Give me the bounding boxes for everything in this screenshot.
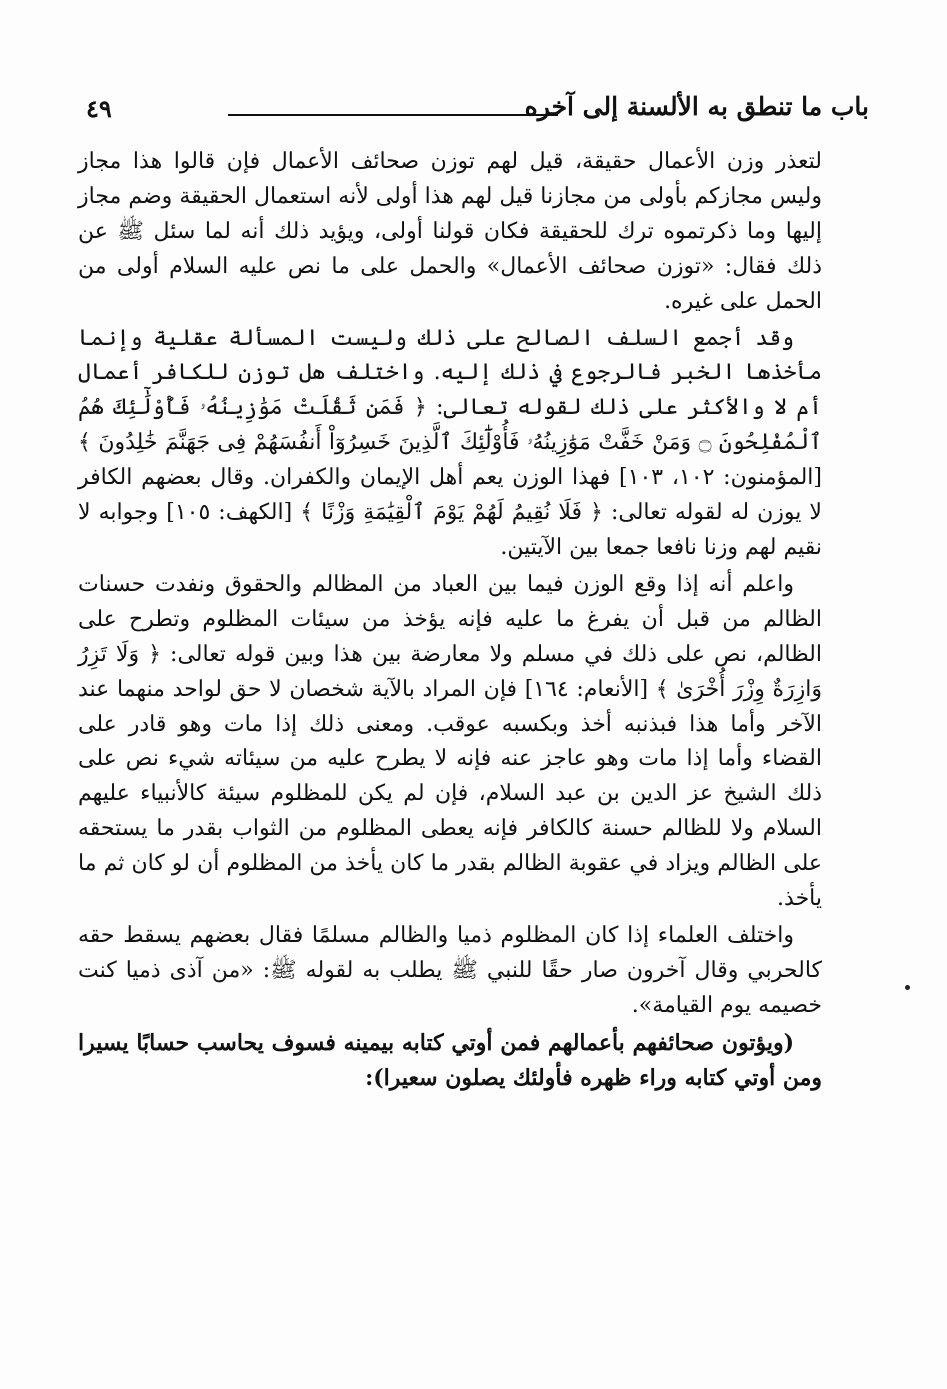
paragraph: واعلم أنه إذا وقع الوزن فيما بين العباد من المظالم والحقوق ونفدت حسنات الظالم من قبل أن يفرغ ما عليه فإنه يؤخذ من سيئات المظلوم وتطرح على الظالم، نص على ذلك في مسلم ولا معارضة بين هذا وبين قوله تعالى: ﴿ وَلَا تَزِرُ وَازِرَةٌ وِزْرَ أُخْرَىٰ ﴾ [الأنعام: ١٦٤] فإن المراد بالآية شخصان لا حق لواحد منهما عند الآخر وأما هذا فبذنبه أخذ وبكسبه عوقب. ومعنى ذلك إذا مات وهو قادر على القضاء وأما إذا مات وهو عاجز عنه فإنه لا يطرح عليه من سيئاته شيء نص على ذلك الشيخ عز الدين بن عبد السلام، فإن لم يكن للمظلوم سيئة كالأنبياء عليهم السلام ولا للظالم حسنة كالكافر فإنه يعطى المظلوم من الثواب بقدر ما يستحقه على الظالم ويزاد في عقوبة الظالم بقدر ما كان يأخذ من المظلوم أن لو كان ثم ما يأخذ. bbox=[78, 571, 822, 912]
chapter-title: باب ما تنطق به الألسنة إلى آخره bbox=[524, 92, 869, 121]
margin-dot bbox=[905, 985, 910, 990]
paragraph: لتعذر وزن الأعمال حقيقة، قيل لهم توزن صحائف الأعمال فإن قالوا هذا مجاز وليس مجازكم بأولى من مجازنا قيل لهم هذا أولى لأنه استعمال الحقيقة وضم مجاز إليها وما ذكرتموه ترك للحقيقة فكان قولنا أولى، ويؤيد ذلك أنه لما سئل ﷺ عن ذلك فقال: «توزن صحائف الأعمال» والحمل على ما نص عليه السلام أولى من الحمل على غيره. bbox=[78, 149, 822, 314]
paragraph: وقد أجمع السلف الصالح على ذلك وليست المسألة عقلية وإنما مأخذها الخبر فالرجوع في ذلك إليه. واختلف هل توزن للكافر أعمال أم لا والأكثر على ذلك لقوله تعالى: ﴿ فَمَن ثَقُلَتْ مَوَٰزِينُهُۥ فَأُوْلَٰٓئِكَ هُمُ ٱلْمُفْلِحُونَ ۝ وَمَنْ خَفَّتْ مَوَٰزِينُهُۥ فَأُوْلَٰٓئِكَ ٱلَّذِينَ خَسِرُوٓاْ أَنفُسَهُمْ فِى جَهَنَّمَ خَٰلِدُونَ ﴾ [المؤمنون: ١٠٢، ١٠٣] فهذا الوزن يعم أهل الإيمان والكفران. وقال بعضهم الكافر لا يوزن له لقوله تعالى: ﴿ فَلَا نُقِيمُ لَهُمْ يَوْمَ ٱلْقِيَٰمَةِ وَزْنًا ﴾ [الكهف: ١٠٥] وجوابه لا نقيم لهم وزنا نافعا جمعا بين الآيتين. bbox=[78, 325, 823, 560]
page-body bbox=[78, 145, 822, 1095]
header-rule bbox=[228, 114, 558, 116]
page-header bbox=[78, 92, 869, 132]
paragraph: واختلف العلماء إذا كان المظلوم ذميا والظالم مسلمًا فقال بعضهم يسقط حقه كالحربي وقال آخرون صار حقًا للنبي ﷺ يطلب به لقوله ﷺ: «من آذى ذميا كنت خصيمه يوم القيامة». bbox=[78, 922, 822, 1018]
paragraph-matn: (ويؤتون صحائفهم بأعمالهم فمن أوتي كتابه بيمينه فسوف يحاسب حسابًا يسيرا ومن أوتي كتابه وراء ظهره فأولئك يصلون سعيرا): bbox=[78, 1029, 822, 1091]
page-number: ٤٩ bbox=[86, 94, 112, 123]
